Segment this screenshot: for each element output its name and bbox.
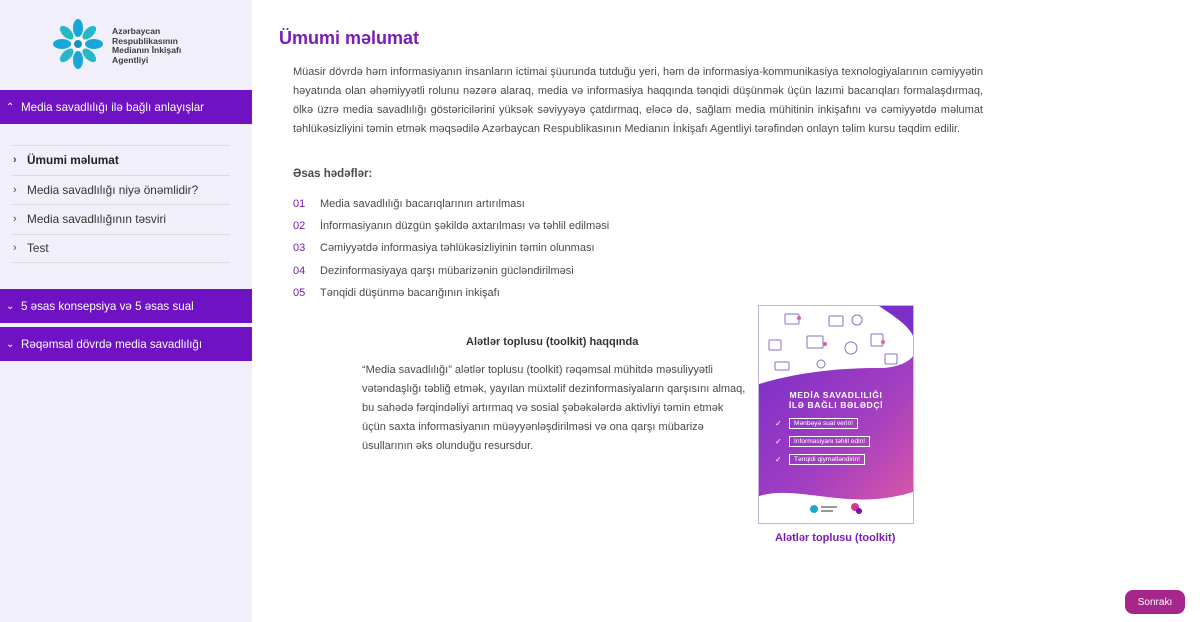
section-header-label: Media savadlılığı ilə bağlı anlayışlar xyxy=(21,100,205,114)
check-icon: ✓ xyxy=(775,436,782,446)
agency-name-line: Azərbaycan xyxy=(112,26,161,36)
toolkit-booklet-image[interactable] xyxy=(758,305,914,524)
chevron-down-icon: ⌄ xyxy=(6,300,15,312)
section-header-label: Rəqəmsal dövrdə media savadlılığı xyxy=(21,337,203,351)
toolkit-heading: Alətlər toplusu (toolkit) haqqında xyxy=(466,336,639,348)
sidebar-item-label: Test xyxy=(27,241,49,256)
goal-number: 04 xyxy=(293,264,306,277)
page-title: Ümumi məlumat xyxy=(279,28,420,48)
section-header-digital-era[interactable] xyxy=(0,327,252,361)
section-submenu xyxy=(11,145,230,263)
goal-text: Tənqidi düşünmə bacarığının inkişafı xyxy=(320,286,500,299)
agency-name-line: Agentliyi xyxy=(112,54,149,65)
chevron-up-icon: ⌃ xyxy=(6,101,15,113)
list-item xyxy=(293,260,609,282)
agency-name-line: Medianın İnkişafı xyxy=(112,45,182,56)
sidebar-item-label: Media savadlılığı niyə önəmlidir? xyxy=(27,182,199,197)
sidebar-item-test[interactable] xyxy=(11,234,230,264)
booklet-item xyxy=(775,416,858,430)
check-icon: ✓ xyxy=(775,454,782,464)
sidebar xyxy=(0,0,252,622)
chevron-right-icon: › xyxy=(13,242,17,255)
next-button[interactable]: Sonrakı xyxy=(1125,590,1185,614)
chevron-right-icon: › xyxy=(13,154,17,167)
sidebar-item-general-info[interactable] xyxy=(11,145,230,175)
sidebar-item-label: Ümumi məlumat xyxy=(27,153,119,168)
booklet-title-line: MEDİA SAVADLILIĞI xyxy=(789,390,883,400)
list-item xyxy=(293,215,609,237)
goal-text: Dezinformasiyaya qarşı mübarizənin gücləndirilməsi xyxy=(320,264,574,277)
goal-number: 03 xyxy=(293,242,306,255)
sidebar-item-label: Media savadlılığının təsviri xyxy=(27,212,167,227)
section-header-media-concepts[interactable] xyxy=(0,90,252,124)
agency-name xyxy=(112,27,181,65)
list-item xyxy=(293,237,609,259)
sidebar-item-description[interactable] xyxy=(11,204,230,234)
sidebar-item-why-important[interactable] xyxy=(11,175,230,205)
list-item xyxy=(293,193,609,215)
booklet-title xyxy=(759,390,913,410)
booklet-item-label: Mənbəyə sual verin! xyxy=(789,418,858,429)
check-icon: ✓ xyxy=(775,418,782,428)
list-item xyxy=(293,282,609,304)
goal-text: İnformasiyanın düzgün şəkildə axtarılması və təhlil edilməsi xyxy=(320,220,610,233)
chevron-right-icon: › xyxy=(13,213,17,226)
section-header-five-concepts[interactable] xyxy=(0,289,252,323)
goals-list xyxy=(293,193,609,304)
booklet-title-line: İLƏ BAĞLI BƏLƏDÇİ xyxy=(788,400,884,410)
goal-number: 05 xyxy=(293,286,306,299)
agency-logo[interactable] xyxy=(52,18,212,74)
booklet-item xyxy=(775,434,870,448)
agency-name-line: Respublikasının xyxy=(112,35,178,46)
chevron-right-icon: › xyxy=(13,183,17,196)
goals-heading: Əsas hədəflər: xyxy=(293,168,373,180)
booklet-cover-illustration xyxy=(759,306,913,523)
goal-number: 01 xyxy=(293,198,306,211)
toolkit-description: “Media savadlılığı” alətlər toplusu (toolkit) rəqəmsal mühitdə məsuliyyətli vətəndaşlığı təbliğ etmək, yayılan müxtəlif dezinformasiyaların qarşısını almaq, bu sahədə fərqindəliyi artırmaq və sosial şəbəkələrdə aktivliyi təmin etmək üçün saxta informasiyanın müəyyənləşdirilməsi və ona qarşı mübarizə üsullarının əks olunduğu resursdur. xyxy=(362,364,746,452)
goal-text: Media savadlılığı bacarıqlarının artırılması xyxy=(320,198,525,211)
booklet-item-label: İnformasiyanı təhlil edin! xyxy=(789,436,870,447)
goal-number: 02 xyxy=(293,220,306,233)
section-header-label: 5 əsas konsepsiya və 5 əsas sual xyxy=(21,299,194,313)
booklet-caption-link[interactable]: Alətlər toplusu (toolkit) xyxy=(775,532,896,544)
intro-paragraph: Müasir dövrdə həm informasiyanın insanların ictimai şüurunda tutduğu yeri, həm də informasiya-kommunikasiya texnologiyalarının cəmiyyətin həyatında olan əhəmiyyətli rolunu nəzərə alaraq, media və informasiya haqqında tənqidi düşünmək üçün lazımi bacarıqları formalaşdırmaq, ölkə üzrə media savadlılığı göstəricilərini yüksək səviyyəyə çatdırmaq, eləcə də, sağlam media mühitinin inkişafını və cəmiyyətdə məlumat təhlükəsizliyini təmin etmək məqsədilə Azərbaycan Respublikasının Medianın İnkişafı Agentliyi tərəfindən onlayn təlim kursu təqdim edilir. xyxy=(293,66,983,135)
logo-emblem-icon xyxy=(52,18,104,70)
goal-text: Cəmiyyətdə informasiya təhlükəsizliyinin təmin olunması xyxy=(320,242,595,255)
booklet-item xyxy=(775,452,865,466)
booklet-item-label: Tənqidi qiymətləndirin! xyxy=(789,454,865,465)
chevron-down-icon: ⌄ xyxy=(6,338,15,350)
